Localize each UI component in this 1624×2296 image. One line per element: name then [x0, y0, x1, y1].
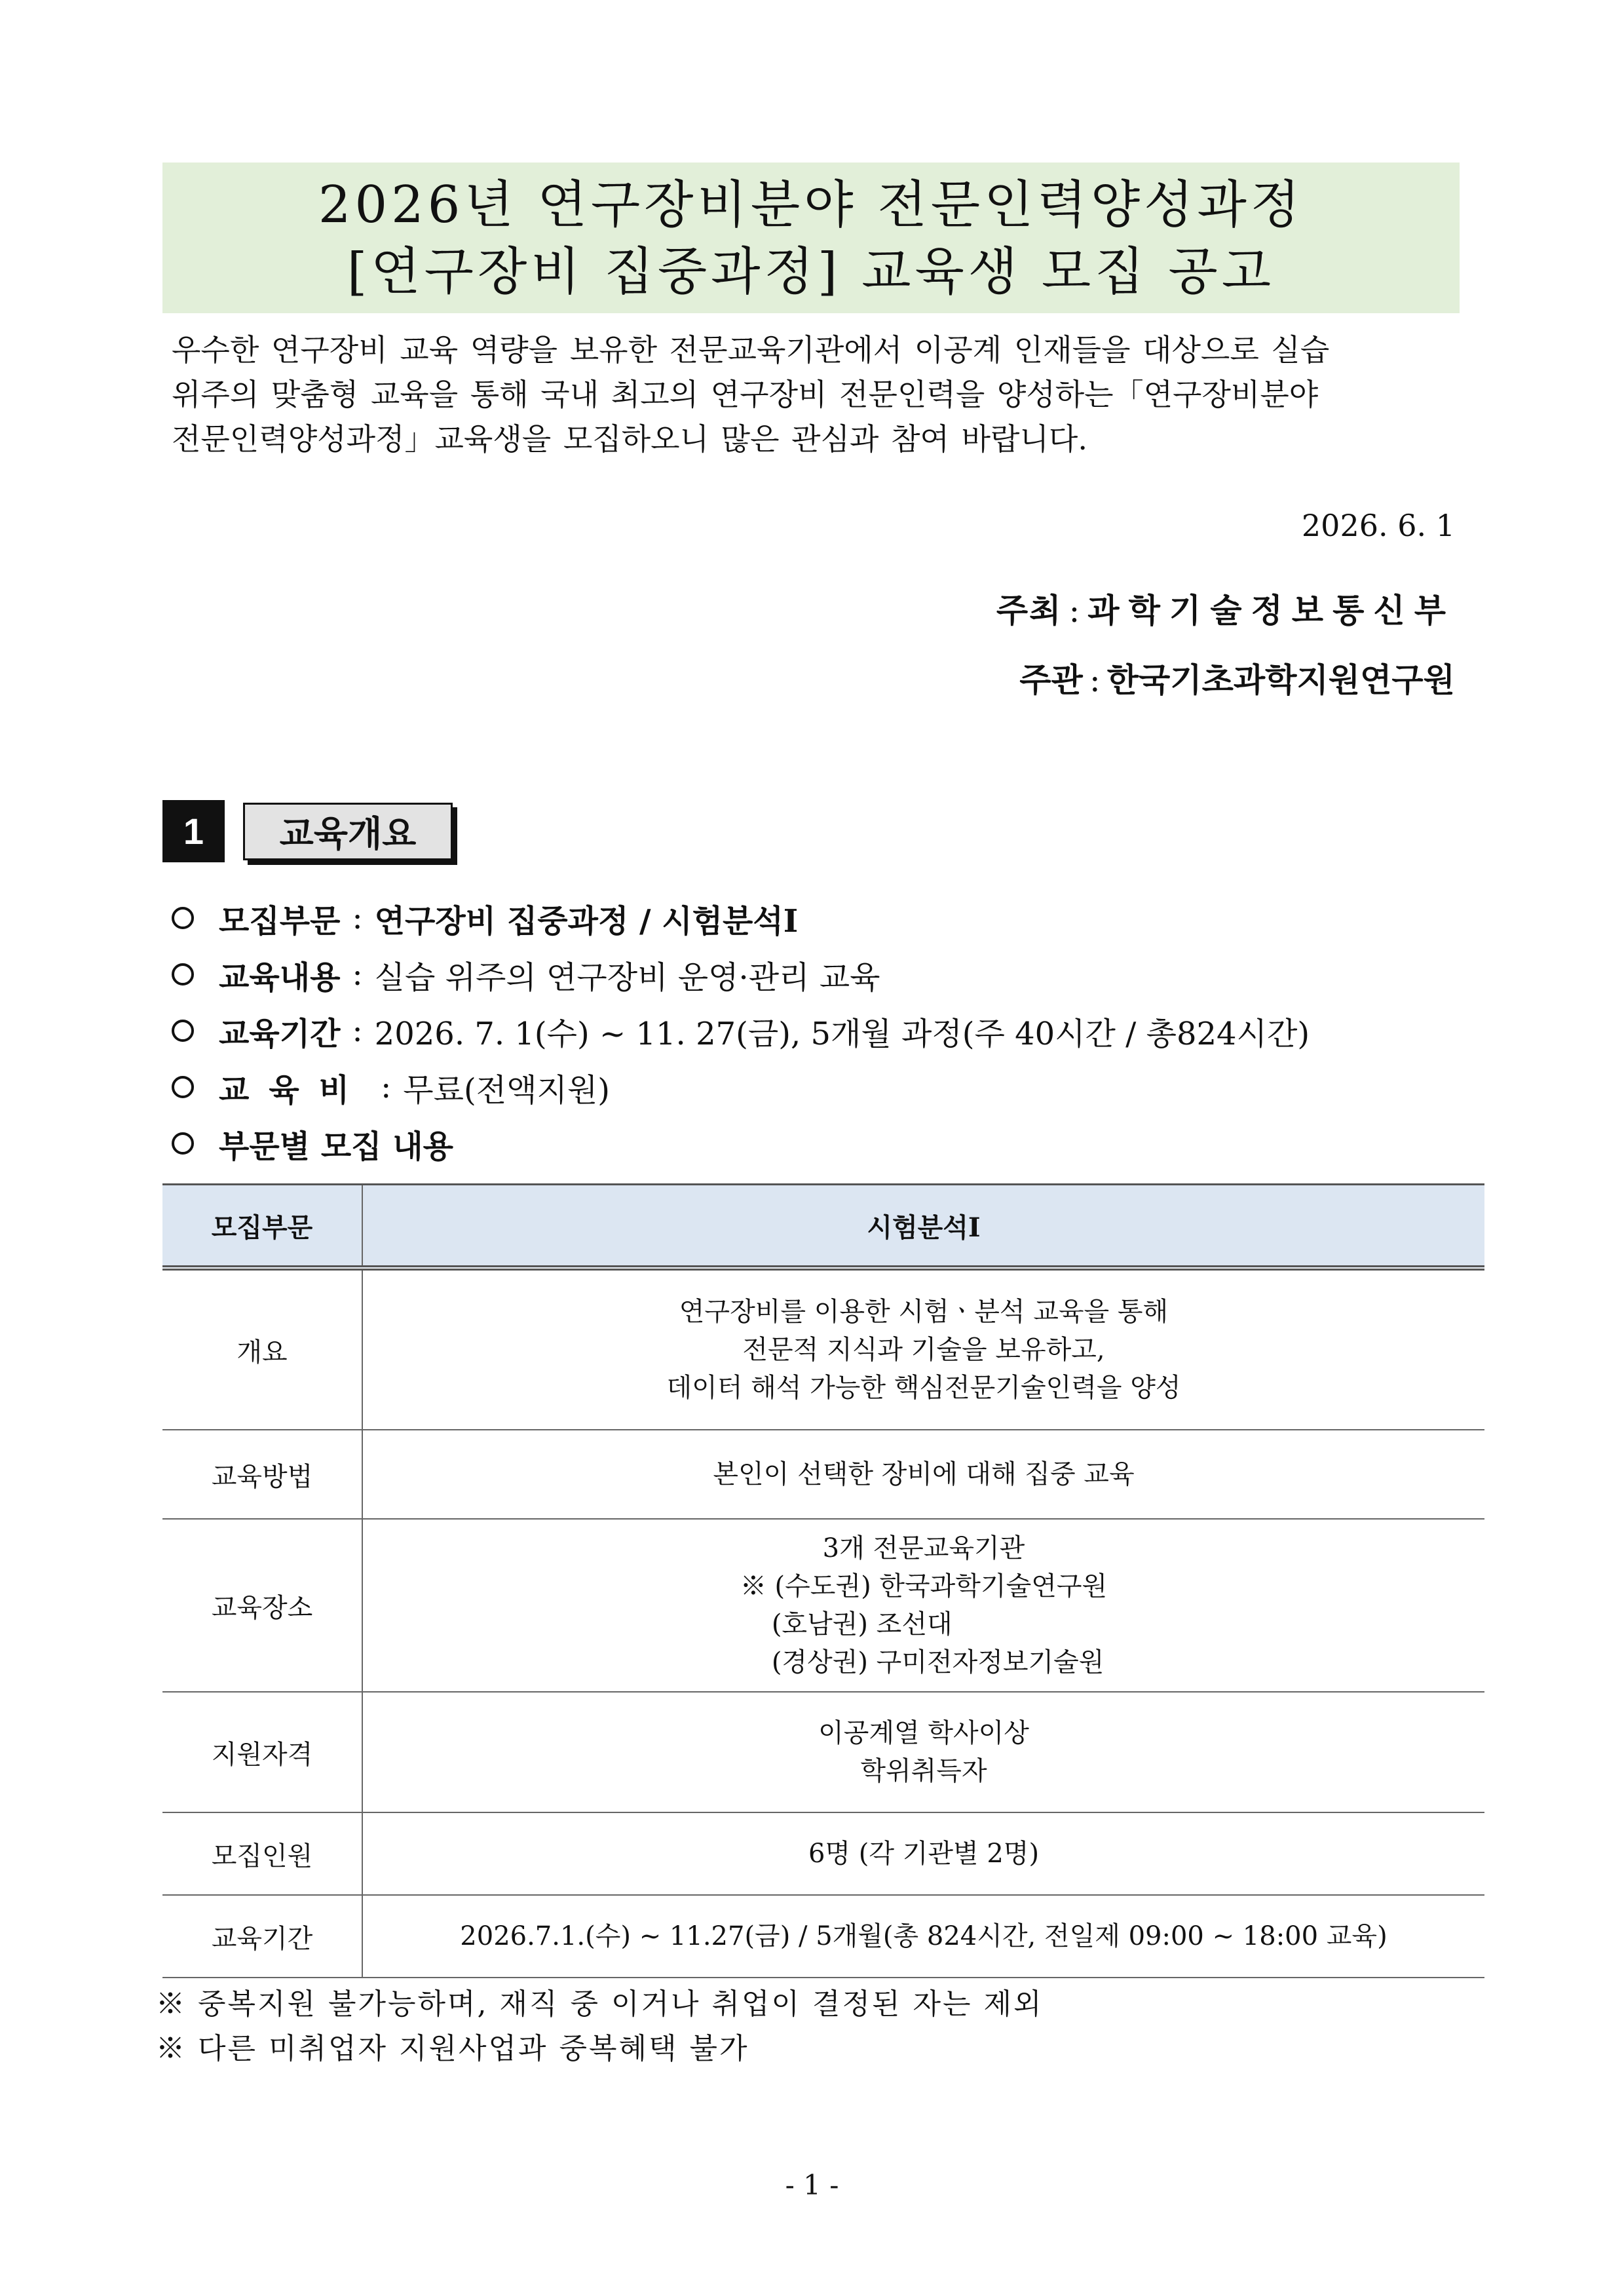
title-line-2: [연구장비 집중과정] 교육생 모집 공고	[347, 242, 1275, 301]
circle-bullet-icon	[172, 907, 194, 929]
bullet-value: 무료(전액지원)	[403, 1071, 610, 1109]
bullet-recruit-field	[172, 890, 1310, 946]
bullet-separator: :	[352, 900, 363, 936]
row-value: 본인이 선택한 장비에 대해 집중 교육	[362, 1430, 1484, 1519]
section-heading	[162, 800, 453, 862]
row-label: 개요	[162, 1268, 362, 1430]
bullet-separator: :	[352, 956, 363, 993]
table-row	[162, 1519, 1484, 1692]
table-header-row	[162, 1185, 1484, 1269]
table-row	[162, 1692, 1484, 1812]
section-number: 1	[162, 800, 225, 862]
organizer-host	[996, 584, 1455, 632]
row-label: 모집인원	[162, 1812, 362, 1895]
bullet-value: 2026. 7. 1(수) ~ 11. 27(금), 5개월 과정(주 40시간 / 총824시간)	[374, 1015, 1310, 1052]
overview-line: 데이터 해석 가능한 핵심전문기술인력을 양성	[666, 1373, 1181, 1403]
title-banner	[162, 163, 1460, 313]
manage-separator: :	[1089, 661, 1101, 699]
circle-bullet-icon	[172, 1020, 194, 1042]
intro-paragraph	[172, 328, 1454, 461]
row-value	[362, 1692, 1484, 1812]
host-value: 과학기술정보통신부	[1087, 591, 1455, 630]
table-row	[162, 1895, 1484, 1978]
qualification-line: 이공계열 학사이상	[818, 1718, 1029, 1748]
place-line: (호남권) 조선대	[771, 1609, 953, 1639]
table-row	[162, 1430, 1484, 1519]
circle-bullet-icon	[172, 963, 194, 985]
row-label: 교육방법	[162, 1430, 362, 1519]
manage-value: 한국기초과학지원연구원	[1106, 660, 1455, 699]
title-line-1: 2026년 연구장비분야 전문인력양성과정	[318, 176, 1304, 235]
bullet-content	[172, 946, 1310, 1003]
manage-label: 주관	[1019, 660, 1083, 699]
row-value: 6명 (각 기관별 2명)	[362, 1812, 1484, 1895]
bullet-key: 모집부문	[219, 902, 341, 940]
bullet-separator: :	[352, 1012, 363, 1049]
bullet-value: 연구장비 집중과정 / 시험분석Ⅰ	[374, 902, 799, 940]
row-label: 교육장소	[162, 1519, 362, 1692]
recruitment-table	[162, 1183, 1484, 1978]
overview-line: 전문적 지식과 기술을 보유하고,	[742, 1335, 1105, 1365]
place-line: (경상권) 구미전자정보기술원	[771, 1647, 1105, 1677]
intro-line-2: 위주의 맞춤형 교육을 통해 국내 최고의 연구장비 전문인력을 양성하는「연구장비분야	[172, 377, 1319, 412]
section-title: 교육개요	[243, 803, 453, 860]
row-value	[362, 1268, 1484, 1430]
row-label: 교육기간	[162, 1895, 362, 1978]
bullet-fee	[172, 1059, 1310, 1115]
notes	[156, 1982, 1043, 2071]
overview-line: 연구장비를 이용한 시험ㆍ분석 교육을 통해	[679, 1297, 1169, 1327]
host-separator: :	[1068, 592, 1082, 630]
table-row	[162, 1268, 1484, 1430]
note-line: ※ 다른 미취업자 지원사업과 중복혜택 불가	[156, 2032, 749, 2065]
circle-bullet-icon	[172, 1132, 194, 1155]
table-header-cell: 시험분석Ⅰ	[362, 1185, 1484, 1269]
announcement-date: 2026. 6. 1	[1301, 508, 1455, 543]
row-value	[362, 1519, 1484, 1692]
bullet-key: 교육기간	[219, 1015, 341, 1052]
bullet-key: 교육내용	[219, 959, 341, 996]
bullet-separator: :	[381, 1069, 392, 1105]
row-value: 2026.7.1.(수) ~ 11.27(금) / 5개월(총 824시간, 전일제 09:00 ~ 18:00 교육)	[362, 1895, 1484, 1978]
qualification-line: 학위취득자	[860, 1756, 987, 1786]
place-line: ※ (수도권) 한국과학기술연구원	[740, 1571, 1108, 1601]
table-row	[162, 1812, 1484, 1895]
bullet-key: 부문별 모집 내용	[219, 1128, 453, 1165]
organizer-manage	[1019, 654, 1455, 701]
circle-bullet-icon	[172, 1076, 194, 1098]
overview-bullets	[172, 890, 1310, 1172]
bullet-value: 실습 위주의 연구장비 운영·관리 교육	[374, 959, 880, 996]
page-number: - 1 -	[785, 2169, 839, 2201]
bullet-period	[172, 1003, 1310, 1059]
intro-line-1: 우수한 연구장비 교육 역량을 보유한 전문교육기관에서 이공계 인재들을 대상으로 실습	[172, 332, 1330, 368]
intro-line-3: 전문인력양성과정」교육생을 모집하오니 많은 관심과 참여 바랍니다.	[172, 421, 1087, 457]
table-header-cell: 모집부문	[162, 1185, 362, 1269]
bullet-recruit-details	[172, 1115, 1310, 1172]
host-label: 주최	[996, 591, 1063, 630]
bullet-key: 교육비	[219, 1071, 369, 1109]
note-line: ※ 중복지원 불가능하며, 재직 중 이거나 취업이 결정된 자는 제외	[156, 1987, 1044, 2021]
place-line: 3개 전문교육기관	[822, 1533, 1025, 1563]
place-list	[740, 1529, 1107, 1681]
row-label: 지원자격	[162, 1692, 362, 1812]
